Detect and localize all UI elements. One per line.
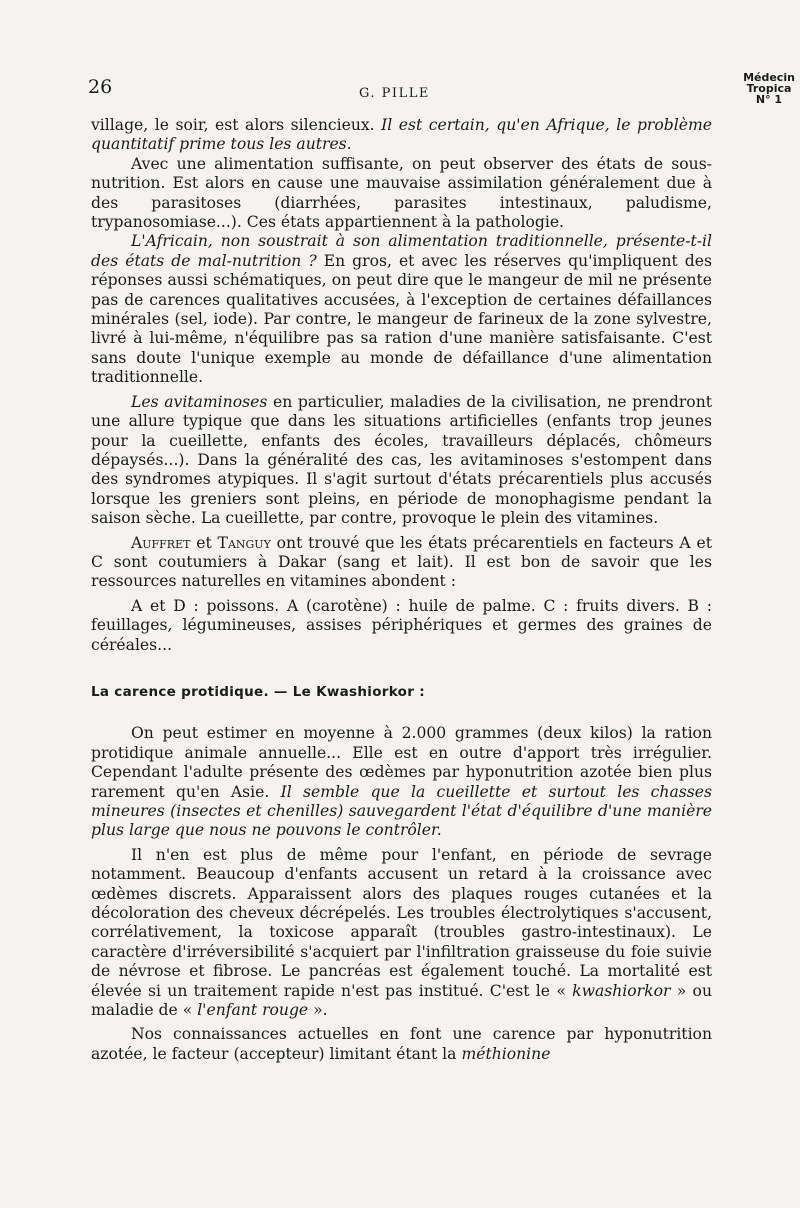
- paragraph-8: [91, 846, 712, 1021]
- paragraph-7: [91, 724, 712, 840]
- p7-italic: Il semble que la cueillette et surtout les chasses mineures (insectes et chenilles) sauvegardent l'état d'équilibre d'une manière plus large que nous ne pouvons le contrôler.: [91, 782, 712, 840]
- journal-tag: [738, 72, 800, 105]
- author-auffret: Auffret: [131, 533, 191, 552]
- p5-and: et: [190, 533, 218, 552]
- p9-italic: méthionine: [461, 1044, 551, 1063]
- p5-text: ont trouvé que les états précarentiels en facteurs A et C sont coutumiers à Dakar (sang et lait). Il est bon de savoir que les ressources naturelles en vitamines abondent :: [91, 533, 712, 591]
- paragraph-6: A et D : poissons. A (carotène) : huile de palme. C : fruits divers. B : feuillages, légumineuses, assises périphériques et germes des graines de céréales...: [91, 596, 712, 654]
- paragraph-4: [91, 393, 712, 529]
- paragraph-9: [91, 1025, 712, 1064]
- p8-mid: » ou maladie de «: [91, 981, 712, 1020]
- p8-text: Il n'en est plus de même pour l'enfant, en période de sevrage notamment. Beaucoup d'enfants accusent un retard à la croissance avec œdèmes discrets. Apparaissent alors des plaques rouges cutanées et la décoloration des cheveux décrépelés. Les troubles électrolytiques s'accusent, corrélativement, la toxicose apparaît (troubles gastro-intestinaux). Le caractère d'irréversibilité s'acquiert par l'infiltration graisseuse du foie suivie de névrose et fibrose. Le pancréas est également touché. La mortalité est élevée si un traitement rapide n'est pas institué. C'est le «: [91, 845, 712, 1000]
- paragraph-5: [91, 534, 712, 592]
- section-heading: La carence protidique. — Le Kwashiorkor :: [91, 683, 425, 700]
- paragraph-2: Avec une alimentation suffisante, on peut observer des états de sous-nutrition. Est alors en cause une mauvaise assimilation généralement due à des parasitoses (diarrhées, parasites intestinaux, paludisme, trypanosomiase...). Ces états appartiennent à la pathologie.: [91, 154, 712, 232]
- body-text: [91, 116, 712, 1064]
- journal-line-1: Médecin: [743, 71, 795, 84]
- p3-text: En gros, et avec les réserves qu'impliquent des réponses aussi schématiques, on peut dire que le mangeur de mil ne présente pas de carences qualitatives accusées, à l'exception de certaines défaillances minérales (sel, iode). Par contre, le mangeur de farineux de la zone sylvestre, livré à lui-même, n'équilibre pas sa ration d'une manière satisfaisante. C'est sans doute l'unique exemple au monde de défaillance d'une alimentation traditionnelle.: [91, 251, 712, 387]
- author-tanguy: Tanguy: [217, 533, 271, 552]
- journal-line-3: N° 1: [755, 93, 783, 106]
- running-head: G. PILLE: [359, 86, 430, 101]
- p4-italic: Les avitaminoses: [131, 392, 268, 411]
- p3-italic: L'Africain, non soustrait à son alimentation traditionnelle, présente-t-il des états de mal-nutrition ?: [91, 232, 712, 270]
- p1-text: village, le soir, est alors silencieux.: [91, 116, 382, 134]
- p7-text: On peut estimer en moyenne à 2.000 grammes (deux kilos) la ration protidique animale annuelle... Elle est en outre d'apport très irrégulier. Cependant l'adulte présente des œdèmes par hyponutrition azotée bien plus rarement qu'en Asie.: [91, 724, 712, 801]
- p8-enfant-rouge: l'enfant rouge: [197, 1001, 309, 1020]
- p1-italic: Il est certain, qu'en Afrique, le problème quantitatif prime tous les autres.: [91, 116, 712, 154]
- p4-text: en particulier, maladies de la civilisation, ne prendront une allure typique que dans les situations artificielles (enfants trop jeunes pour la cueillette, enfants des écoles, travailleurs déplacés, chômeurs dépaysés...). Dans la généralité des cas, les avitaminoses s'estompent dans des syndromes atypiques. Il s'agit surtout d'états précarentiels plus accusés lorsque les greniers sont pleins, en période de monophagisme pendant la saison sèche. La cueillette, par contre, provoque le plein des vitamines.: [91, 392, 712, 528]
- page-number: 26: [88, 76, 113, 98]
- p8-kwashiorkor: kwashiorkor: [572, 981, 671, 1000]
- p8-end: ».: [308, 1001, 328, 1020]
- journal-line-2: Tropica: [746, 82, 792, 95]
- paragraph-1: [91, 116, 712, 155]
- paragraph-3: [91, 232, 712, 387]
- p9-text: Nos connaissances actuelles en font une carence par hyponutrition azotée, le facteur (accepteur) limitant étant la: [91, 1025, 712, 1063]
